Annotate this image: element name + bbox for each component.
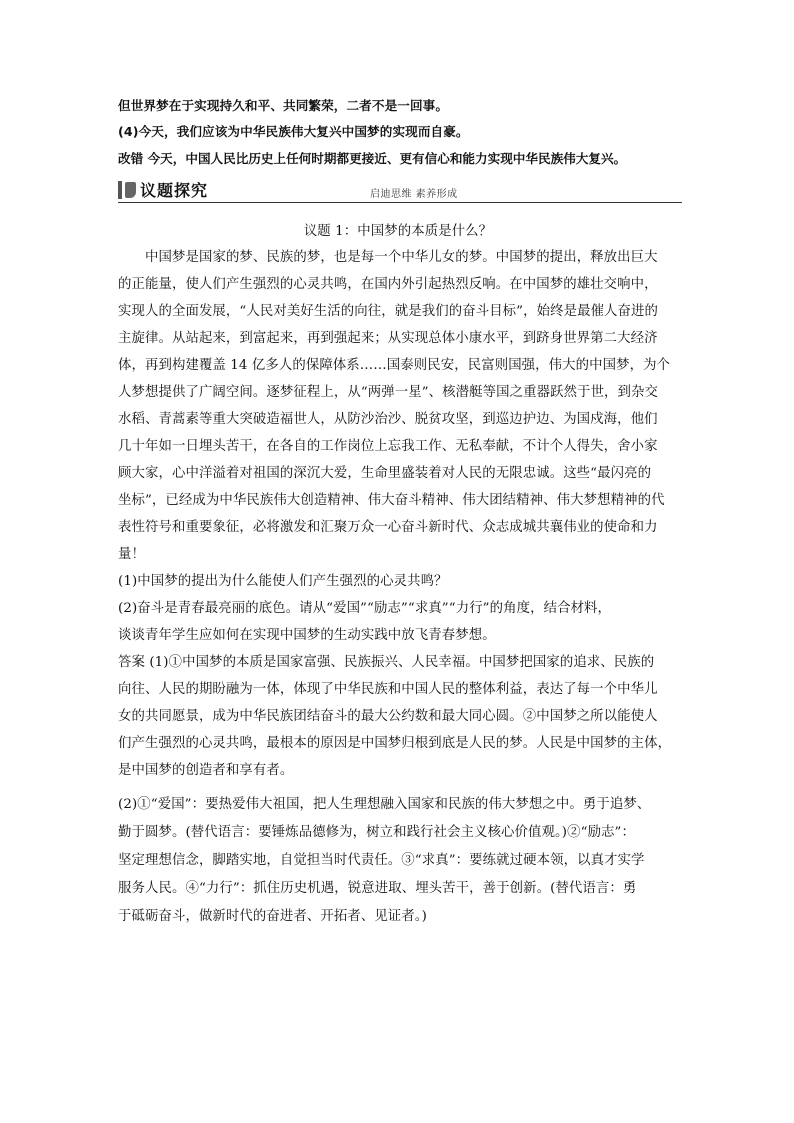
material-line: 中国梦是国家的梦、民族的梦，也是每一个中华儿女的梦。中国梦的提出，释放出巨大 — [145, 250, 658, 265]
correction-line: 改错 今天，中国人民比历史上任何时期都更接近、更有信心和能力实现中华民族伟大复兴。 — [118, 151, 627, 166]
material-line: 体，再到构建覆盖 14 亿多人的保障体系……国泰则民安，民富则国强，伟大的中国梦，为个 — [118, 358, 671, 373]
material-line: 的正能量，使人们产生强烈的心灵共鸣，在国内外引起热烈反响。在中国梦的雄壮交响中， — [118, 277, 658, 292]
answer-line: 们产生强烈的心灵共鸣，最根本的原因是中国梦归根到底是人民的梦。人民是中国梦的主体， — [118, 736, 672, 751]
question-2-line-2: 谈谈青年学生应如何在实现中国梦的生动实践中放飞青春梦想。 — [118, 628, 496, 643]
answer-line: 于砥砺奋斗，做新时代的奋进者、开拓者、见证者。) — [118, 909, 427, 924]
answer-line: 女的共同愿景，成为中华民族团结奋斗的最大公约数和最大同心圆。②中国梦之所以能使人 — [118, 709, 658, 724]
question-2-line-1: (2)奋斗是青春最亮丽的底色。请从“爱国”“励志”“求真”“力行”的角度，结合材料， — [118, 601, 612, 616]
section-subtitle: 启迪思维 素养形成 — [370, 189, 458, 200]
intro-line-1: 但世界梦在于实现持久和平、共同繁荣，二者不是一回事。 — [118, 98, 449, 113]
intro-line-2: (4)今天，我们应该为中华民族伟大复兴中国梦的实现而自豪。 — [118, 124, 469, 139]
answer-line: 勤于圆梦。(替代语言：要锤炼品德修为，树立和践行社会主义核心价值观。)②“励志”： — [118, 825, 635, 840]
question-1: (1)中国梦的提出为什么能使人们产生强烈的心灵共鸣？ — [118, 574, 448, 589]
material-line: 几十年如一日埋头苦干，在各自的工作岗位上忘我工作、无私奉献，不计个人得失，舍小家 — [118, 439, 658, 454]
section-title: 议题探究 — [140, 181, 209, 200]
material-line: 水稻、青蒿素等重大突破造福世人，从防沙治沙、脱贫攻坚，到巡边护边、为国戍海，他们 — [118, 412, 658, 427]
answer-line: 服务人民。④“力行”：抓住历史机遇，锐意进取、埋头苦干，善于创新。(替代语言：勇 — [118, 881, 637, 896]
material-line: 主旋律。从站起来，到富起来，再到强起来；从实现总体小康水平，到跻身世界第二大经济 — [118, 331, 658, 346]
material-line: 顾大家，心中洋溢着对祖国的深沉大爱，生命里盛装着对人民的无限忠诚。这些“最闪亮的 — [118, 466, 652, 481]
material-line: 实现人的全面发展，“人民对美好生活的向往，就是我们的奋斗目标”，始终是最催人奋进的 — [118, 304, 659, 319]
section-header — [118, 178, 682, 203]
answer-line: 坚定理想信念，脚踏实地，自觉担当时代责任。③“求真”：要练就过硬本领，以真才实学 — [118, 853, 645, 868]
material-line: 人梦想提供了广阔空间。逐梦征程上，从“两弹一星”、核潜艇等国之重器跃然于世，到杂交 — [118, 385, 659, 400]
material-line: 表性符号和重要象征，必将激发和汇聚万众一心奋斗新时代、众志成城共襄伟业的使命和力 — [118, 520, 658, 535]
answer-line: 是中国梦的创造者和享有者。 — [118, 763, 294, 778]
answer-line: (2)①“爱国”：要热爱伟大祖国，把人生理想融入国家和民族的伟大梦想之中。勇于追梦、 — [118, 797, 651, 812]
answer-line: 向往、人民的期盼融为一体，体现了中华民族和中国人民的整体利益，表达了每一个中华儿 — [118, 682, 658, 697]
material-line: 坐标”，已经成为中华民族伟大创造精神、伟大奋斗精神、伟大团结精神、伟大梦想精神的代 — [118, 493, 665, 508]
bookmark-icon — [125, 182, 136, 198]
answer-line: 答案 (1)①中国梦的本质是国家富强、民族振兴、人民幸福。中国梦把国家的追求、民族的 — [118, 655, 655, 670]
header-bar-icon — [118, 181, 122, 199]
topic-heading: 议题 1：中国梦的本质是什么？ — [303, 224, 493, 239]
material-line: 量！ — [118, 547, 145, 562]
